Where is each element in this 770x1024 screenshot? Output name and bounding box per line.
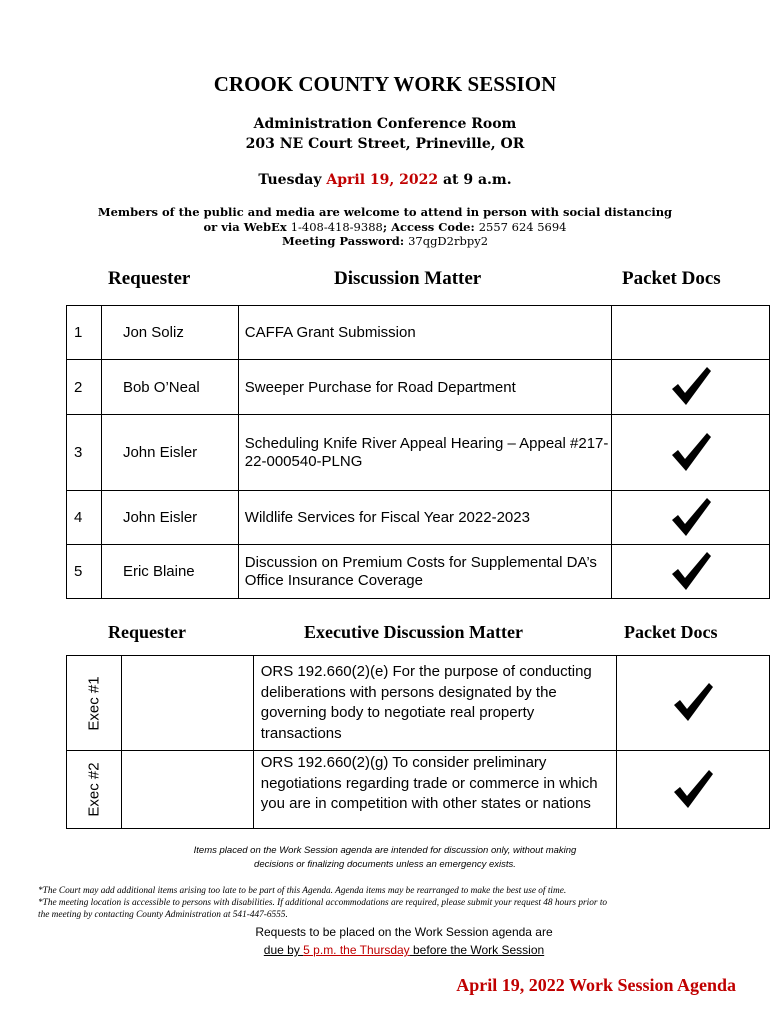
row-matter: ORS 192.660(2)(g) To consider preliminary negotiations regarding trade or commerce in which you are in competition with other states or nations: [253, 751, 616, 829]
row-number: 5: [67, 545, 102, 599]
row-matter: ORS 192.660(2)(e) For the purpose of conducting deliberations with persons designated by the governing body to negotiate real property transactions: [253, 656, 616, 751]
access-note-line-1: *The meeting location is accessible to persons with disabilities. If additional accommodations are required, please submit your request 48 hours prior to: [38, 898, 608, 908]
table1-header-requester: Requester: [108, 268, 191, 289]
table-row: [67, 656, 770, 751]
table2-header-matter: Executive Discussion Matter: [304, 622, 523, 642]
row-requester: [122, 751, 254, 829]
deadline-line-2: [19, 943, 770, 957]
password-label: Meeting Password:: [281, 234, 409, 248]
row-requester: Eric Blaine: [101, 545, 238, 599]
checkmark-icon: [671, 681, 715, 725]
table1-header-matter: Discussion Matter: [334, 268, 482, 289]
table-row: [67, 306, 770, 360]
row-requester: [122, 656, 254, 751]
deadline-suffix: before the Work Session: [409, 943, 545, 957]
discussion-note-line-2: decisions or finalizing documents unless an emergency exists.: [254, 859, 516, 870]
password-value: 37qgD2rbpy2: [408, 234, 489, 248]
row-packet-docs: [612, 306, 770, 360]
table-row: [67, 751, 770, 829]
executive-table: [66, 655, 770, 829]
row-packet-docs: [612, 491, 770, 545]
row-packet-docs: [612, 360, 770, 415]
exec-label: Exec #2: [85, 762, 103, 817]
checkmark-icon: [669, 496, 713, 540]
row-number: 3: [67, 415, 102, 491]
checkmark-icon: [671, 768, 715, 812]
location-line-1: Administration Conference Room: [253, 116, 517, 132]
date-prefix: Tuesday: [258, 172, 327, 188]
row-packet-docs: [616, 751, 770, 829]
deadline-prefix: due by: [263, 943, 304, 957]
table-row: [67, 360, 770, 415]
access-code-label: ; Access Code:: [382, 220, 479, 234]
date-suffix: at 9 a.m.: [438, 172, 512, 188]
page-title: CROOK COUNTY WORK SESSION: [213, 72, 557, 96]
exec-label-cell: [67, 751, 122, 829]
discussion-note-line-1: Items placed on the Work Session agenda are intended for discussion only, without making: [193, 845, 577, 856]
location-line-2: 203 NE Court Street, Prineville, OR: [245, 136, 525, 152]
access-code: 2557 624 5694: [478, 220, 567, 234]
row-matter: Discussion on Premium Costs for Supplemental DA’s Office Insurance Coverage: [238, 545, 611, 599]
row-number: 2: [67, 360, 102, 415]
table2-header-docs: Packet Docs: [624, 622, 718, 642]
checkmark-icon: [669, 550, 713, 594]
deadline-time: 5 p.m. the Thursday: [303, 943, 410, 957]
court-note: *The Court may add additional items arising too late to be part of this Agenda. Agenda items may be rearranged to make the best use of time.: [38, 886, 567, 896]
public-access-line-2: [0, 220, 770, 234]
checkmark-icon: [669, 431, 713, 475]
row-packet-docs: [612, 545, 770, 599]
discussion-table: [66, 305, 770, 599]
agenda-label: April 19, 2022 Work Session Agenda: [456, 975, 736, 995]
row-requester: John Eisler: [101, 415, 238, 491]
deadline-line-1: Requests to be placed on the Work Session agenda are: [255, 925, 553, 939]
exec-label-cell: [67, 656, 122, 751]
table2-header-requester: Requester: [108, 622, 186, 642]
table-row: [67, 491, 770, 545]
row-matter: Scheduling Knife River Appeal Hearing – Appeal #217-22-000540-PLNG: [238, 415, 611, 491]
exec-label: Exec #1: [85, 675, 103, 731]
access-note-line-2: the meeting by contacting County Administration at 541-447-6555.: [38, 910, 288, 920]
row-requester: Bob O’Neal: [101, 360, 238, 415]
table-row: [67, 415, 770, 491]
table1-header-docs: Packet Docs: [622, 268, 721, 289]
checkmark-icon: [669, 365, 713, 409]
row-matter: Sweeper Purchase for Road Department: [238, 360, 611, 415]
row-requester: Jon Soliz: [101, 306, 238, 360]
webex-label: or via WebEx: [203, 220, 291, 234]
password-line: [0, 234, 770, 248]
public-access-line-1: Members of the public and media are welcome to attend in person with social distancing: [97, 205, 673, 219]
row-matter: CAFFA Grant Submission: [238, 306, 611, 360]
meeting-date-line: [0, 172, 770, 188]
row-packet-docs: [616, 656, 770, 751]
meeting-date: April 19, 2022: [326, 172, 439, 188]
row-matter: Wildlife Services for Fiscal Year 2022-2023: [238, 491, 611, 545]
webex-phone: 1-408-418-9388: [290, 220, 383, 234]
row-requester: John Eisler: [101, 491, 238, 545]
row-number: 1: [67, 306, 102, 360]
row-packet-docs: [612, 415, 770, 491]
row-number: 4: [67, 491, 102, 545]
table-row: [67, 545, 770, 599]
